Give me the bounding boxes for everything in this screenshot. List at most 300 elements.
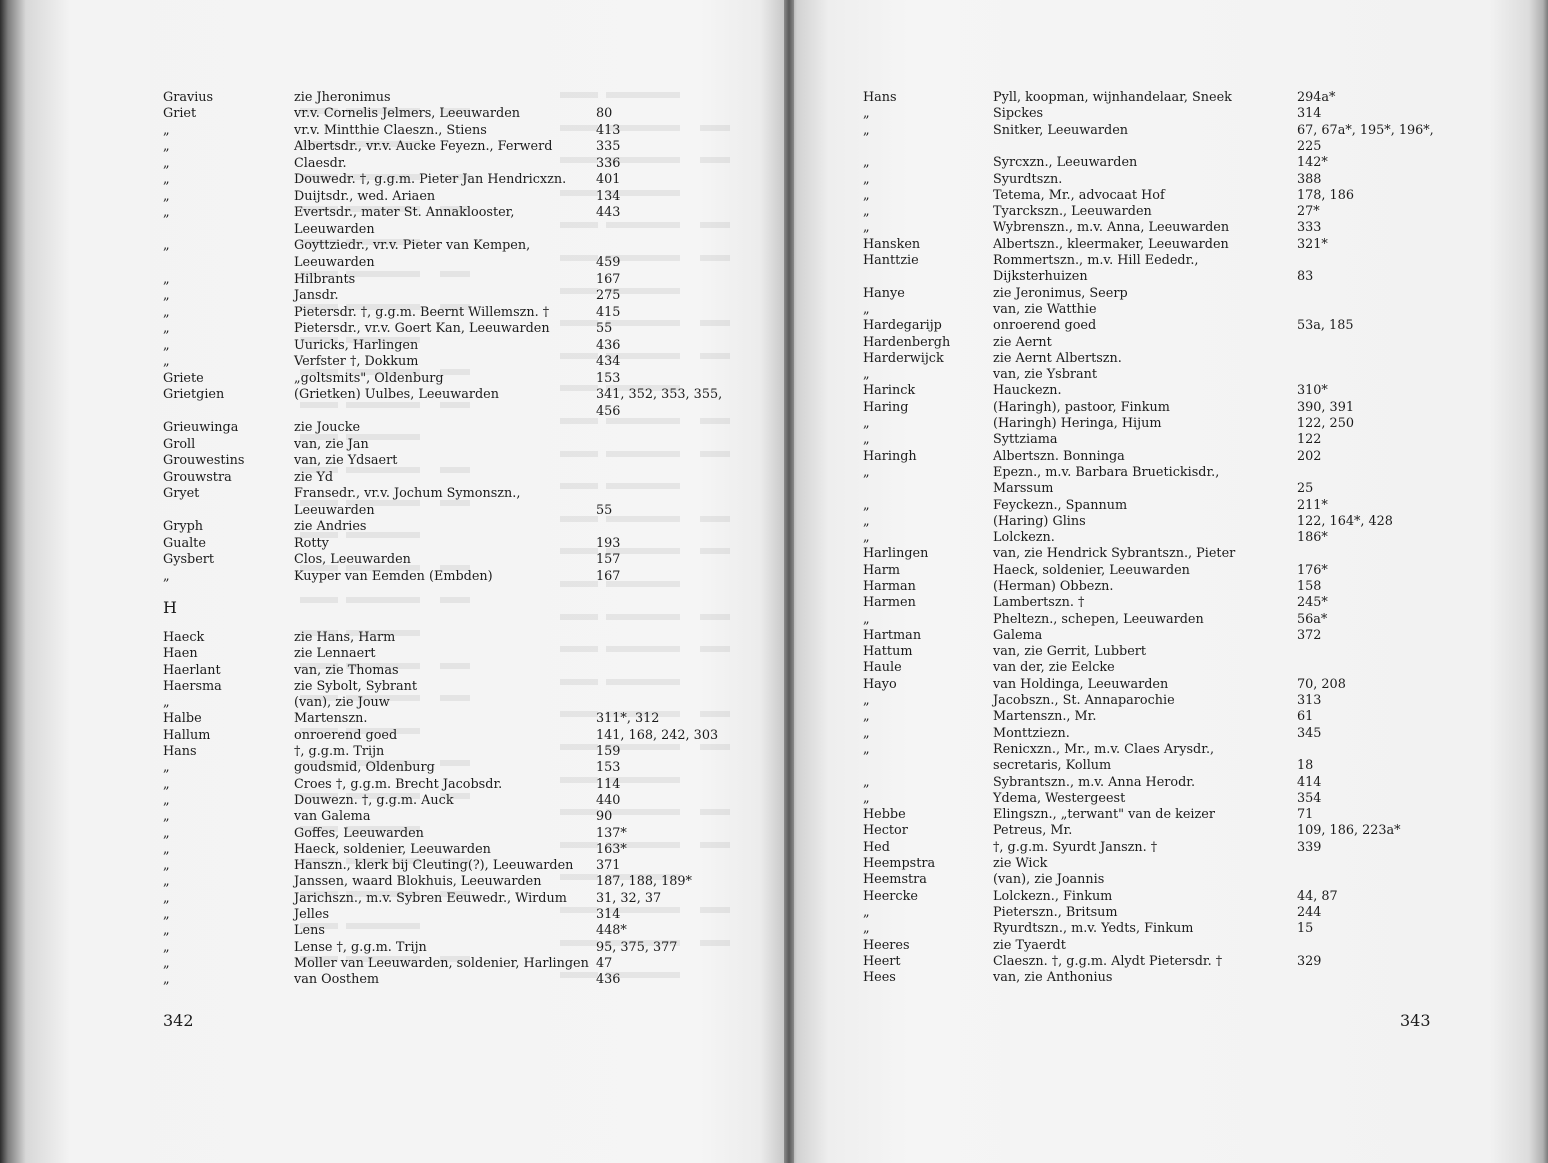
entry-description: †, g.g.m. Trijn <box>294 744 385 759</box>
entry-description: Leeuwarden <box>294 503 375 518</box>
entry-name: „ <box>863 432 870 447</box>
index-entry <box>863 448 1423 465</box>
index-entry <box>163 518 723 535</box>
entry-name: Hans <box>863 90 897 105</box>
entry-description: Moller van Leeuwarden, soldenier, Harlingen <box>294 956 589 971</box>
index-entry <box>863 366 1423 383</box>
entry-description: Duijtsdr., wed. Ariaen <box>294 189 436 204</box>
index-entry <box>163 743 723 760</box>
entry-description: Hauckezn. <box>993 383 1062 398</box>
entry-name: Hector <box>863 823 908 838</box>
entry-page-refs: 122, 250 <box>1297 416 1354 431</box>
entry-name: „ <box>163 288 170 303</box>
entry-description: Uuricks, Harlingen <box>294 338 419 353</box>
entry-description: zie Sybolt, Sybrant <box>294 679 418 694</box>
index-entry <box>163 906 723 923</box>
index-entry <box>863 187 1423 204</box>
index-entry <box>863 122 1434 139</box>
entry-page-refs: 202 <box>1297 449 1322 464</box>
entry-name: Griete <box>163 371 204 386</box>
entry-description: Claesdr. <box>294 156 347 171</box>
entry-page-refs: 90 <box>596 809 613 824</box>
index-entry <box>163 662 723 679</box>
entry-name: Grietgien <box>163 387 225 402</box>
bleed-line <box>560 614 730 620</box>
entry-page-refs: 167 <box>596 569 621 584</box>
bleed-line <box>300 597 470 603</box>
entry-description: Ydema, Westergeest <box>993 791 1126 806</box>
index-entry <box>163 535 723 552</box>
entry-description: van, zie Ysbrant <box>993 367 1098 382</box>
entry-page-refs: 339 <box>1297 840 1322 855</box>
entry-page-refs: 413 <box>596 123 621 138</box>
entry-description: Clos, Leeuwarden <box>294 552 411 567</box>
entry-name: „ <box>163 354 170 369</box>
entry-name: Gryet <box>163 486 200 501</box>
index-entry <box>863 529 1423 546</box>
entry-description: Jelles <box>294 907 330 922</box>
index-entry <box>163 138 723 155</box>
index-entry <box>863 953 1423 970</box>
entry-description: Ryurdtszn., m.v. Yedts, Finkum <box>993 921 1194 936</box>
page-number-left: 342 <box>163 1011 194 1030</box>
entry-page-refs: 114 <box>596 777 621 792</box>
entry-name: „ <box>163 858 170 873</box>
index-entry <box>163 254 723 271</box>
entry-name: „ <box>163 189 170 204</box>
entry-name: „ <box>163 972 170 987</box>
section-heading-h: H <box>163 598 178 617</box>
entry-page-refs: 163* <box>596 842 627 857</box>
entry-description: zie Andries <box>294 519 367 534</box>
entry-name: Grouwstra <box>163 470 232 485</box>
entry-name: Griet <box>163 106 197 121</box>
index-entry <box>863 464 1423 481</box>
entry-description: zie Jheronimus <box>294 90 391 105</box>
entry-name: Hed <box>863 840 890 855</box>
entry-description: Petreus, Mr. <box>993 823 1073 838</box>
index-entry <box>863 676 1423 693</box>
entry-name: „ <box>863 465 870 480</box>
page-number-right: 343 <box>1400 1011 1431 1030</box>
entry-name: Grouwestins <box>163 453 245 468</box>
entry-name: „ <box>163 238 170 253</box>
entry-name: „ <box>163 891 170 906</box>
entry-name: „ <box>163 907 170 922</box>
index-entry <box>163 271 723 288</box>
index-entry <box>163 353 723 370</box>
entry-name: Hallum <box>163 728 211 743</box>
entry-description: Lense †, g.g.m. Trijn <box>294 940 427 955</box>
index-entry <box>863 350 1423 367</box>
entry-name: Gualte <box>163 536 206 551</box>
entry-description: Dijksterhuizen <box>993 269 1088 284</box>
entry-name: Groll <box>163 437 196 452</box>
entry-name: „ <box>863 709 870 724</box>
entry-name: Haerlant <box>163 663 221 678</box>
entry-description: Fransedr., vr.v. Jochum Symonszn., <box>294 486 521 501</box>
entry-page-refs: 314 <box>596 907 621 922</box>
entry-name: Hartman <box>863 628 922 643</box>
entry-page-refs: 311*, 312 <box>596 711 660 726</box>
entry-description: Syttziama <box>993 432 1058 447</box>
entry-description: van der, zie Eelcke <box>993 660 1115 675</box>
entry-page-refs: 55 <box>596 503 613 518</box>
index-entry <box>163 419 723 436</box>
entry-name: Hattum <box>863 644 913 659</box>
entry-page-refs: 321* <box>1297 237 1328 252</box>
entry-name: „ <box>163 272 170 287</box>
index-entry <box>163 155 723 172</box>
index-entry <box>163 759 723 776</box>
index-entry <box>863 871 1423 888</box>
entry-description: Pheltezn., schepen, Leeuwarden <box>993 612 1204 627</box>
entry-name: „ <box>163 695 170 710</box>
entry-name: „ <box>863 188 870 203</box>
entry-page-refs: 341, 352, 353, 355, <box>596 387 723 402</box>
index-entry <box>163 727 723 744</box>
index-entry <box>863 855 1423 872</box>
entry-description: Sybrantszn., m.v. Anna Herodr. <box>993 775 1196 790</box>
entry-name: Gysbert <box>163 552 215 567</box>
entry-name: Haringh <box>863 449 917 464</box>
index-entry <box>863 969 1423 986</box>
entry-name: „ <box>163 205 170 220</box>
entry-page-refs: 70, 208 <box>1297 677 1346 692</box>
entry-page-refs: 153 <box>596 371 621 386</box>
entry-name: „ <box>163 321 170 336</box>
entry-description: Jacobszn., St. Annaparochie <box>993 693 1175 708</box>
index-entry <box>863 268 1423 285</box>
index-entry <box>163 204 723 221</box>
index-entry <box>863 431 1423 448</box>
entry-description: van, zie Ydsaert <box>294 453 398 468</box>
entry-description: Goyttziedr., vr.v. Pieter van Kempen, <box>294 238 531 253</box>
entry-name: „ <box>863 155 870 170</box>
entry-page-refs: 178, 186 <box>1297 188 1354 203</box>
entry-page-refs: 27* <box>1297 204 1320 219</box>
index-entry <box>163 955 723 972</box>
entry-page-refs: 333 <box>1297 220 1322 235</box>
entry-page-refs: 436 <box>596 972 621 987</box>
entry-description: Lolckezn., Finkum <box>993 889 1113 904</box>
entry-name: „ <box>163 338 170 353</box>
entry-description: Evertsdr., mater St. Annaklooster, <box>294 205 515 220</box>
entry-name: Hayo <box>863 677 897 692</box>
entry-description: Tetema, Mr., advocaat Hof <box>993 188 1165 203</box>
entry-name: Hanttzie <box>863 253 919 268</box>
index-entry <box>163 922 723 939</box>
entry-name: „ <box>863 498 870 513</box>
entry-description: (van), zie Jouw <box>294 695 390 710</box>
entry-name: „ <box>863 693 870 708</box>
entry-page-refs: 371 <box>596 858 621 873</box>
entry-page-refs: 245* <box>1297 595 1328 610</box>
index-entry <box>163 337 723 354</box>
entry-page-refs: 448* <box>596 923 627 938</box>
entry-description: van Oosthem <box>294 972 380 987</box>
entry-description: Albertsdr., vr.v. Aucke Feyezn., Ferwerd <box>294 139 553 154</box>
entry-description: (Haringh), pastoor, Finkum <box>993 400 1170 415</box>
index-entry <box>863 382 1423 399</box>
index-entry <box>863 154 1423 171</box>
entry-name: „ <box>163 777 170 792</box>
index-entry <box>163 221 723 238</box>
entry-description: zie Yd <box>294 470 334 485</box>
entry-name: „ <box>163 305 170 320</box>
entry-description: zie Tyaerdt <box>993 938 1066 953</box>
entry-name: „ <box>863 726 870 741</box>
entry-description: (Haring) Glins <box>993 514 1086 529</box>
entry-name: Haersma <box>163 679 222 694</box>
entry-name: „ <box>163 569 170 584</box>
entry-description: Snitker, Leeuwarden <box>993 123 1129 138</box>
index-entry <box>863 594 1423 611</box>
entry-name: „ <box>163 923 170 938</box>
entry-page-refs: 459 <box>596 255 621 270</box>
entry-page-refs: 153 <box>596 760 621 775</box>
entry-description: Goffes, Leeuwarden <box>294 826 424 841</box>
entry-name: „ <box>863 220 870 235</box>
index-entry <box>863 806 1423 823</box>
entry-name: „ <box>163 956 170 971</box>
index-entry <box>863 757 1423 774</box>
index-entry <box>163 386 723 403</box>
entry-page-refs: 159 <box>596 744 621 759</box>
entry-page-refs: 434 <box>596 354 621 369</box>
entry-page-refs: 436 <box>596 338 621 353</box>
entry-name: Hebbe <box>863 807 906 822</box>
entry-description: Martenszn. <box>294 711 368 726</box>
entry-description: Pyll, koopman, wijnhandelaar, Sneek <box>993 90 1232 105</box>
entry-name: Hees <box>863 970 896 985</box>
entry-description: Tyarckszn., Leeuwarden <box>993 204 1152 219</box>
entry-name: „ <box>863 367 870 382</box>
entry-description: zie Jeronimus, Seerp <box>993 286 1128 301</box>
index-entry <box>863 578 1423 595</box>
index-entry <box>163 485 723 502</box>
index-entry <box>163 939 723 956</box>
entry-description: Douwezn. †, g.g.m. Auck <box>294 793 454 808</box>
entry-page-refs: 134 <box>596 189 621 204</box>
entry-name: „ <box>863 514 870 529</box>
entry-description: van, zie Gerrit, Lubbert <box>993 644 1147 659</box>
entry-description: Jarichszn., m.v. Sybren Eeuwedr., Wirdum <box>294 891 567 906</box>
entry-page-refs: 329 <box>1297 954 1322 969</box>
entry-description: vr.v. Mintthie Claeszn., Stiens <box>294 123 487 138</box>
entry-name: „ <box>163 842 170 857</box>
entry-page-refs: 335 <box>596 139 621 154</box>
entry-page-refs: 415 <box>596 305 621 320</box>
entry-name: Hans <box>163 744 197 759</box>
entry-description: Albertszn., kleermaker, Leeuwarden <box>993 237 1229 252</box>
entry-description: Pietersdr. †, g.g.m. Beernt Willemszn. † <box>294 305 550 320</box>
index-entry <box>863 285 1423 302</box>
entry-page-refs: 167 <box>596 272 621 287</box>
index-entry <box>863 399 1423 416</box>
entry-description: Feyckezn., Spannum <box>993 498 1128 513</box>
entry-page-refs: 345 <box>1297 726 1322 741</box>
entry-name: „ <box>863 106 870 121</box>
entry-description: Elingszn., „terwant" van de keizer <box>993 807 1215 822</box>
entry-page-refs: 122, 164*, 428 <box>1297 514 1393 529</box>
entry-page-refs: 176* <box>1297 563 1328 578</box>
index-entry <box>863 888 1423 905</box>
index-entry <box>863 839 1423 856</box>
entry-description: van Galema <box>294 809 371 824</box>
entry-name: „ <box>163 793 170 808</box>
entry-page-refs: 313 <box>1297 693 1322 708</box>
entry-page-refs: 142* <box>1297 155 1328 170</box>
entry-description: „goltsmits", Oldenburg <box>294 371 444 386</box>
entry-name: Haule <box>863 660 902 675</box>
entry-page-refs: 440 <box>596 793 621 808</box>
index-entry <box>163 320 723 337</box>
entry-name: Heert <box>863 954 901 969</box>
entry-description: Syurdtszn. <box>993 172 1063 187</box>
index-entry <box>163 710 723 727</box>
index-entry <box>863 904 1423 921</box>
index-entry <box>863 219 1423 236</box>
index-entry <box>863 611 1423 628</box>
entry-description: Galema <box>993 628 1043 643</box>
entry-page-refs: 187, 188, 189* <box>596 874 692 889</box>
entry-name: Hardegarijp <box>863 318 942 333</box>
entry-description: (Haringh) Heringa, Hijum <box>993 416 1162 431</box>
entry-page-refs: 310* <box>1297 383 1328 398</box>
entry-page-refs: 56a* <box>1297 612 1328 627</box>
entry-page-refs: 71 <box>1297 807 1314 822</box>
index-entry <box>863 317 1423 334</box>
entry-name: Heempstra <box>863 856 936 871</box>
entry-name: „ <box>163 139 170 154</box>
entry-description: Martenszn., Mr. <box>993 709 1097 724</box>
entry-description: onroerend goed <box>993 318 1097 333</box>
entry-description: onroerend goed <box>294 728 398 743</box>
index-entry <box>163 694 723 711</box>
entry-page-refs: 15 <box>1297 921 1314 936</box>
index-entry <box>163 645 723 662</box>
index-entry <box>163 403 723 420</box>
index-entry <box>863 774 1423 791</box>
entry-name: Halbe <box>163 711 202 726</box>
entry-name: Harinck <box>863 383 916 398</box>
entry-page-refs: 157 <box>596 552 621 567</box>
index-entry <box>163 105 723 122</box>
entry-page-refs: 294a* <box>1297 90 1336 105</box>
entry-page-refs: 193 <box>596 536 621 551</box>
index-entry <box>163 502 723 519</box>
entry-name: Gryph <box>163 519 204 534</box>
entry-name: „ <box>163 172 170 187</box>
entry-page-refs: 44, 87 <box>1297 889 1338 904</box>
index-entry <box>863 659 1423 676</box>
entry-name: „ <box>163 826 170 841</box>
entry-page-refs: 25 <box>1297 481 1314 496</box>
entry-description: Leeuwarden <box>294 255 375 270</box>
index-entry <box>863 790 1423 807</box>
index-entry <box>163 304 723 321</box>
entry-description: Epezn., m.v. Barbara Bruetickisdr., <box>993 465 1220 480</box>
entry-page-refs: 336 <box>596 156 621 171</box>
entry-name: „ <box>163 874 170 889</box>
index-entry <box>863 741 1423 758</box>
entry-name: „ <box>163 809 170 824</box>
index-entry <box>863 236 1423 253</box>
index-entry <box>163 629 723 646</box>
entry-description: Jansdr. <box>294 288 339 303</box>
entry-description: van, zie Anthonius <box>993 970 1113 985</box>
entry-page-refs: 456 <box>596 404 621 419</box>
index-entry <box>163 857 723 874</box>
index-entry <box>863 480 1423 497</box>
entry-page-refs: 354 <box>1297 791 1322 806</box>
index-entry <box>863 171 1423 188</box>
index-entry <box>863 920 1423 937</box>
index-entry <box>163 568 723 585</box>
index-entry <box>163 841 723 858</box>
entry-description: Verfster †, Dokkum <box>294 354 419 369</box>
index-entry <box>863 937 1423 954</box>
entry-name: Heemstra <box>863 872 927 887</box>
entry-page-refs: 158 <box>1297 579 1322 594</box>
entry-description: Renicxzn., Mr., m.v. Claes Arysdr., <box>993 742 1215 757</box>
entry-page-refs: 401 <box>596 172 621 187</box>
entry-page-refs: 211* <box>1297 498 1328 513</box>
index-entry <box>163 122 723 139</box>
entry-page-refs: 186* <box>1297 530 1328 545</box>
entry-page-refs: 388 <box>1297 172 1322 187</box>
entry-description: Croes †, g.g.m. Brecht Jacobsdr. <box>294 777 503 792</box>
book-gutter <box>784 0 794 1163</box>
entry-page-refs: 443 <box>596 205 621 220</box>
entry-description: Claeszn. †, g.g.m. Alydt Pietersdr. † <box>993 954 1223 969</box>
entry-page-refs: 314 <box>1297 106 1322 121</box>
entry-name: „ <box>863 775 870 790</box>
entry-name: „ <box>163 123 170 138</box>
entry-description: Haeck, soldenier, Leeuwarden <box>993 563 1190 578</box>
entry-page-refs: 275 <box>596 288 621 303</box>
index-entry <box>163 171 723 188</box>
entry-description: Douwedr. †, g.g.m. Pieter Jan Hendricxzn. <box>294 172 567 187</box>
index-entry <box>863 415 1423 432</box>
entry-description: Wybrenszn., m.v. Anna, Leeuwarden <box>993 220 1230 235</box>
entry-description: †, g.g.m. Syurdt Janszn. † <box>993 840 1158 855</box>
entry-description: zie Wick <box>993 856 1048 871</box>
entry-name: Haen <box>163 646 198 661</box>
index-entry <box>163 436 723 453</box>
entry-name: Harderwijck <box>863 351 944 366</box>
entry-name: Heercke <box>863 889 918 904</box>
entry-name: Harman <box>863 579 916 594</box>
entry-name: Grieuwinga <box>163 420 239 435</box>
entry-description: (Grietken) Uulbes, Leeuwarden <box>294 387 499 402</box>
entry-description: van, zie Thomas <box>294 663 399 678</box>
entry-description: zie Hans, Harm <box>294 630 396 645</box>
entry-page-refs: 95, 375, 377 <box>596 940 678 955</box>
entry-page-refs: 244 <box>1297 905 1322 920</box>
index-entry <box>863 725 1423 742</box>
entry-description: goudsmid, Oldenburg <box>294 760 435 775</box>
entry-name: „ <box>863 742 870 757</box>
entry-name: „ <box>863 791 870 806</box>
entry-description: Haeck, soldenier, Leeuwarden <box>294 842 491 857</box>
index-entry <box>863 627 1423 644</box>
entry-page-refs: 109, 186, 223a* <box>1297 823 1401 838</box>
index-entry <box>863 692 1423 709</box>
entry-description: Rommertszn., m.v. Hill Eededr., <box>993 253 1199 268</box>
entry-description: Pieterszn., Britsum <box>993 905 1118 920</box>
